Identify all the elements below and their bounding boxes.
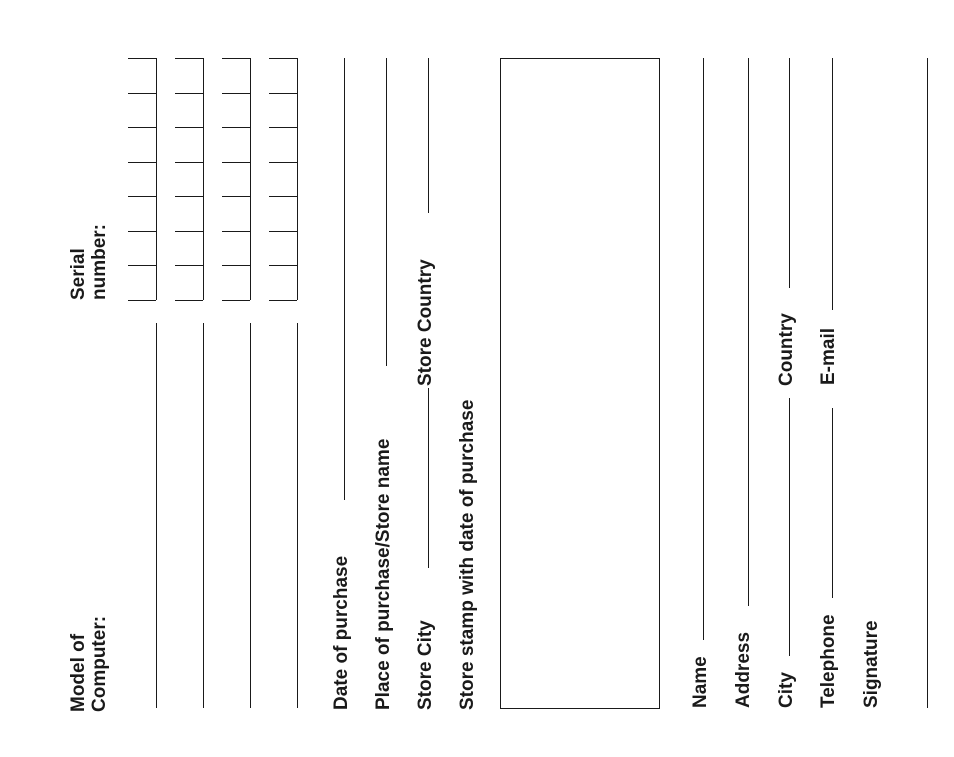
serial-cell-divider (128, 58, 156, 59)
serial-cell-divider (269, 300, 297, 301)
name-line[interactable] (703, 58, 704, 640)
store-country-line[interactable] (428, 58, 429, 213)
model-field-line[interactable] (203, 323, 204, 708)
serial-cell-divider (269, 231, 297, 232)
serial-cell-divider (269, 265, 297, 266)
model-field-line[interactable] (250, 323, 251, 708)
serial-cell-divider (175, 127, 203, 128)
serial-cell-divider (128, 162, 156, 163)
serial-cell-divider (222, 300, 250, 301)
serial-cell-divider (269, 162, 297, 163)
country-label: Country (776, 313, 797, 386)
place-of-purchase-label: Place of purchase/Store name (373, 438, 394, 710)
serial-cell-divider (269, 196, 297, 197)
name-label: Name (690, 656, 711, 708)
city-label: City (776, 672, 797, 708)
serial-cell-divider (175, 231, 203, 232)
serial-cell-divider (175, 300, 203, 301)
serial-cell-divider (128, 265, 156, 266)
serial-cell-divider (128, 127, 156, 128)
serial-cell-divider (222, 127, 250, 128)
email-label: E-mail (818, 327, 839, 385)
store-stamp-box[interactable] (500, 58, 660, 709)
email-line[interactable] (832, 58, 833, 310)
serial-cell-divider (269, 127, 297, 128)
serial-row-line[interactable] (203, 58, 204, 300)
serial-cell-divider (128, 231, 156, 232)
serial-row-line[interactable] (156, 58, 157, 300)
serial-cell-divider (222, 196, 250, 197)
serial-cell-divider (269, 58, 297, 59)
serial-cell-divider (269, 93, 297, 94)
address-label: Address (733, 631, 754, 708)
model-field-line[interactable] (156, 323, 157, 708)
serial-cell-divider (222, 231, 250, 232)
model-of-computer-label (68, 616, 110, 712)
place-of-purchase-line[interactable] (386, 58, 387, 366)
serial-label-line2: number: (89, 224, 110, 300)
serial-cell-divider (222, 265, 250, 266)
signature-line[interactable] (927, 58, 928, 708)
signature-label: Signature (861, 620, 882, 708)
serial-cell-divider (175, 162, 203, 163)
serial-cell-divider (222, 93, 250, 94)
serial-row-line[interactable] (297, 58, 298, 300)
country-line[interactable] (789, 58, 790, 288)
store-country-label: Store Country (415, 259, 436, 386)
telephone-label: Telephone (818, 614, 839, 708)
serial-row-line[interactable] (250, 58, 251, 300)
serial-number-label (68, 224, 110, 300)
date-of-purchase-line[interactable] (344, 58, 345, 500)
serial-cell-divider (222, 162, 250, 163)
date-of-purchase-label: Date of purchase (331, 555, 352, 710)
telephone-line[interactable] (832, 408, 833, 598)
serial-cell-divider (128, 93, 156, 94)
serial-cell-divider (128, 300, 156, 301)
serial-cell-divider (175, 93, 203, 94)
serial-cell-divider (222, 58, 250, 59)
serial-label-line1: Serial (68, 248, 89, 300)
store-city-line[interactable] (428, 388, 429, 568)
serial-cell-divider (175, 58, 203, 59)
serial-cell-divider (128, 196, 156, 197)
model-label-line2: Computer: (89, 615, 110, 712)
store-city-label: Store City (415, 620, 436, 710)
model-field-line[interactable] (297, 323, 298, 708)
city-line[interactable] (789, 398, 790, 656)
serial-cell-divider (175, 265, 203, 266)
store-stamp-label: Store stamp with date of purchase (457, 399, 478, 710)
address-line[interactable] (748, 58, 749, 606)
serial-cell-divider (175, 196, 203, 197)
model-label-line1: Model of (68, 633, 89, 712)
